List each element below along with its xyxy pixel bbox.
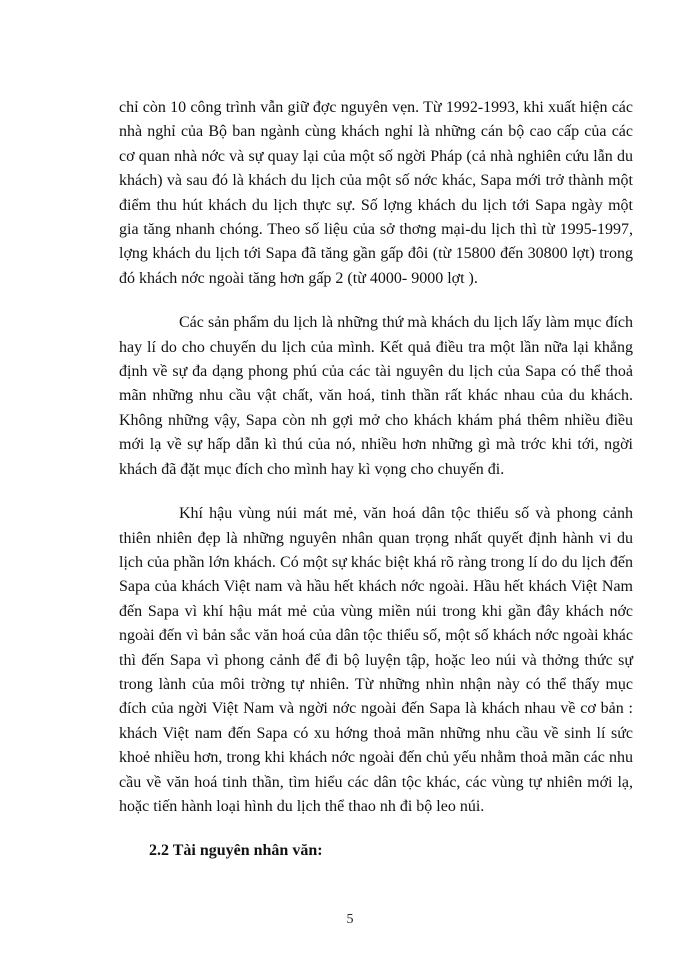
section-heading: 2.2 Tài nguyên nhân văn:	[149, 842, 323, 860]
paragraph-spacer	[119, 819, 633, 839]
paragraph-3: Khí hậu vùng núi mát mẻ, văn hoá dân tộc thiểu số và phong cảnh thiên nhiên đẹp là những nguyên nhân quan trọng nhất quyết định hành vi du lịch của phần lớn khách. Có một sự khác biệt khá rõ ràng trong lí do du lịch đến Sapa của khách Việt nam và hầu hết khách nớc ngoài. Hầu hết khách Việt Nam đến Sapa vì khí hậu mát mẻ của vùng miền núi trong khi gần đây khách nớc ngoài đến vì bản sắc văn hoá của dân tộc thiểu số, một số khách nớc ngoài khác thì đến Sapa vì phong cảnh để đi bộ luyện tập, hoặc leo núi và thởng thức sự trong lành của môi trờng tự nhiên. Từ những nhìn nhận này có thể thấy mục đích của ngời Việt Nam và ngời nớc ngoài đến Sapa là khách nhau về cơ bản : khách Việt nam đến Sapa có xu hớng thoả mãn những nhu cầu về sinh lí sức khoẻ nhiều hơn, trong khi khách nớc ngoài đến chủ yếu nhằm thoả mãn các nhu cầu về văn hoá tinh thần, tìm hiểu các dân tộc khác, các vùng tự nhiên mới lạ, hoặc tiến hành loại hình du lịch thể thao nh đi bộ leo núi.	[119, 505, 633, 815]
page-body	[119, 96, 633, 864]
paragraph-2: Các sản phẩm du lịch là những thứ mà khách du lịch lấy làm mục đích hay lí do cho chuyến du lịch của mình. Kết quả điều tra một lần nữa lại khẳng định về sự đa dạng phong phú của các tài nguyên du lịch của Sapa có thể thoả mãn những nhu cầu vật chất, văn hoá, tinh thần rất khác nhau của du khách. Không những vậy, Sapa còn nh gợi mở cho khách khám phá thêm nhiều điều mới lạ về sự hấp dẫn kì thú của nó, nhiều hơn những gì mà trớc khi tới, ngời khách đã đặt mục đích cho mình hay kì vọng cho chuyến đi.	[119, 314, 633, 478]
paragraph-1: chỉ còn 10 công trình vẫn giữ đợc nguyên vẹn. Từ 1992-1993, khi xuất hiện các nhà nghỉ của Bộ ban ngành cùng khách nghỉ là những cán bộ cao cấp của các cơ quan nhà nớc và sự quay lại của một số ngời Pháp (cả nhà nghiên cứu lẫn du khách) và sau đó là khách du lịch của một số nớc khác, Sapa mới trở thành một điểm thu hút khách du lịch thực sự. Số lợng khách du lịch tới Sapa ngày một gia tăng nhanh chóng. Theo số liệu của sở thơng mại-du lịch thì từ 1995-1997, lợng khách du lịch tới Sapa đã tăng gần gấp đôi (từ 15800 đến 30800 lợt) trong đó khách nớc ngoài tăng hơn gấp 2 (từ 4000- 9000 lợt ).	[119, 99, 633, 287]
paragraph-spacer	[119, 291, 633, 311]
paragraph-spacer	[119, 482, 633, 502]
page-number: 5	[346, 912, 354, 927]
